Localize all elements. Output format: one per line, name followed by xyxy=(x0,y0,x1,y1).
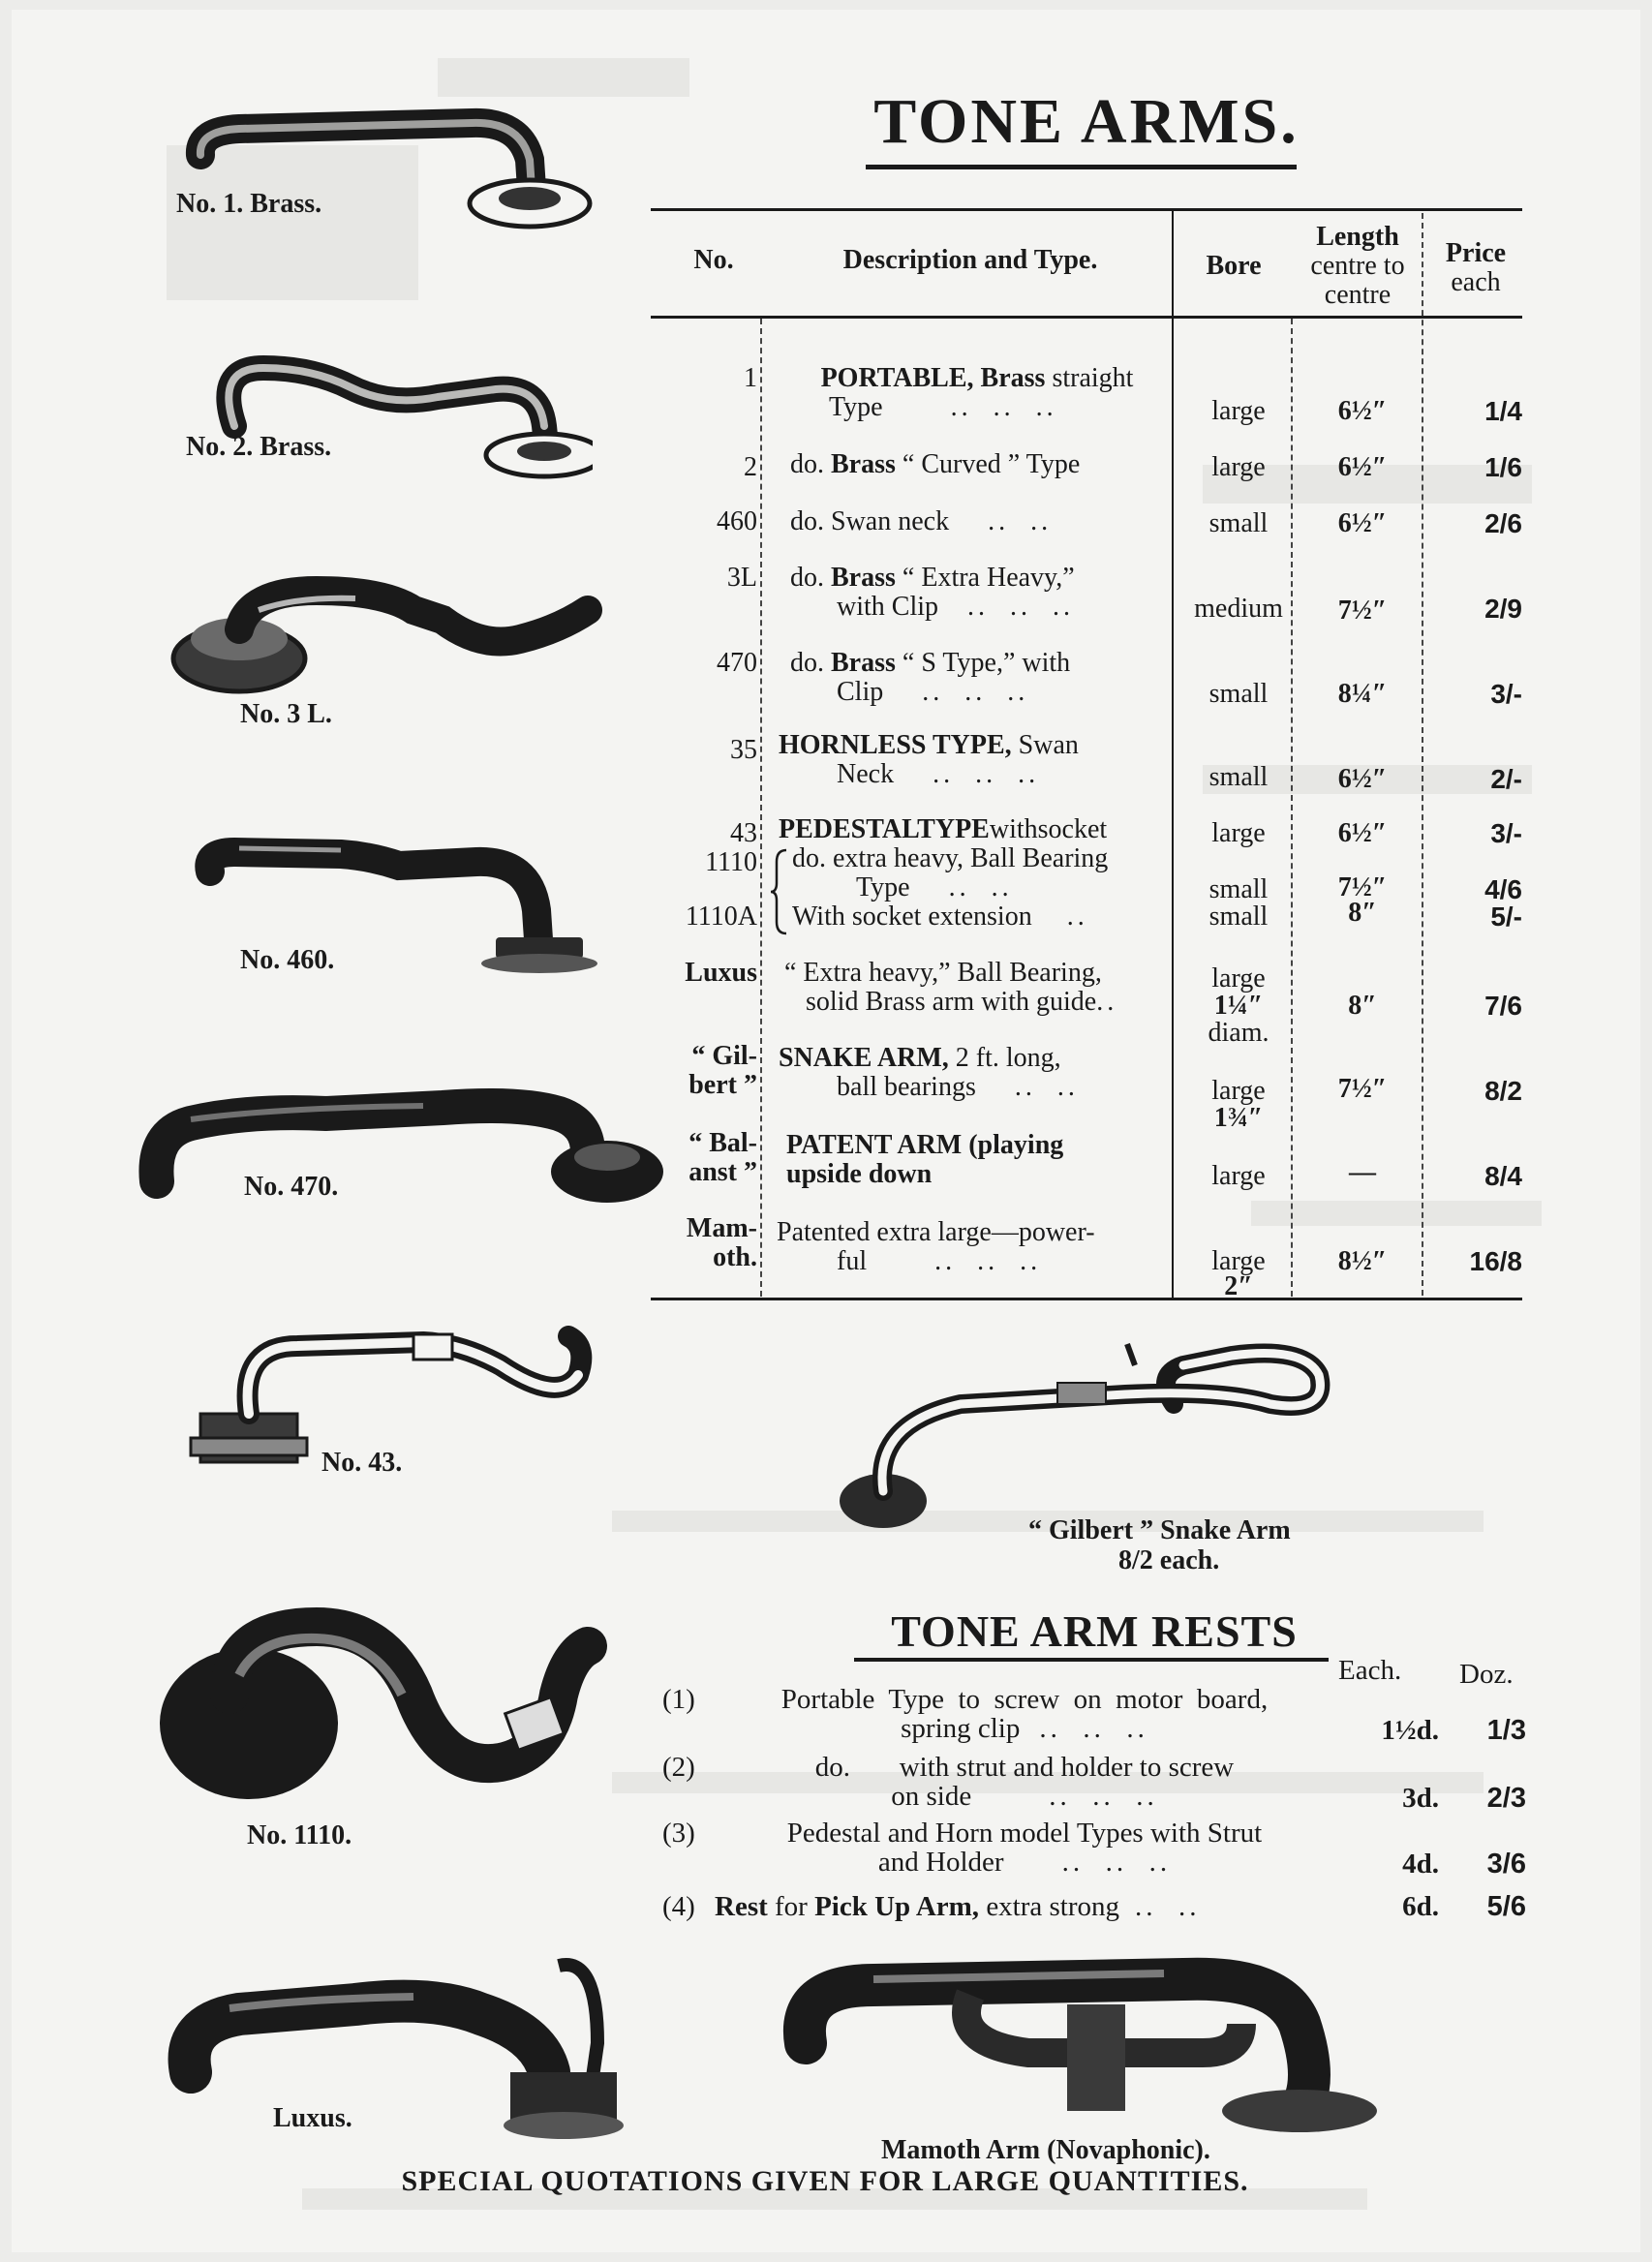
row-10-bore-l3: diam. xyxy=(1208,1018,1270,1048)
caption-no470: No. 470. xyxy=(244,1172,339,1202)
rest-3-num: (3) xyxy=(662,1818,695,1849)
rest-4-l1: Rest for Pick Up Arm, extra strong .. .. xyxy=(715,1891,1201,1922)
rests-col-doz: Doz. xyxy=(1459,1659,1514,1690)
row-3-desc: do. Swan neck .. .. xyxy=(790,506,1053,536)
caption-luxus: Luxus. xyxy=(273,2103,352,2133)
row-1-length: 6½″ xyxy=(1337,396,1388,426)
row-5-desc-rest: “ S Type,” with xyxy=(895,648,1071,678)
row-4-desc xyxy=(779,564,1176,593)
caption-gilbert-1: “ Gilbert ” Snake Arm xyxy=(1028,1515,1291,1545)
row-4-desc-clip: with Clip xyxy=(837,592,939,622)
row-12-desc-rest: (playing xyxy=(962,1130,1064,1160)
row-10-desc-l2: solid Brass arm with guide.. xyxy=(806,987,1118,1017)
row-13-no-l1: Mam- xyxy=(686,1213,757,1243)
row-4-bore: medium xyxy=(1194,594,1283,624)
caption-no1: No. 1. Brass. xyxy=(176,189,322,219)
row-13-desc-ful: ful xyxy=(837,1246,868,1276)
row-1-desc-bold: PORTABLE, Brass xyxy=(820,363,1046,393)
rest-1-clip: spring clip xyxy=(901,1713,1021,1744)
row-11-price: 8/2 xyxy=(1484,1076,1522,1106)
row-10-desc-arm: solid Brass arm with guide xyxy=(806,987,1097,1017)
row-4-no: 3L xyxy=(726,563,757,593)
row-12-price: 8/4 xyxy=(1484,1161,1522,1191)
table-vrule-price xyxy=(1422,213,1423,1296)
row-2-bore: large xyxy=(1211,452,1266,482)
row-13-bore: large xyxy=(1211,1246,1266,1276)
row-12-length: — xyxy=(1349,1157,1376,1187)
row-6-bore: small xyxy=(1208,762,1269,792)
row-4-desc-rest: “ Extra Heavy,” xyxy=(895,563,1075,593)
row-13-length: 8½″ xyxy=(1337,1246,1388,1276)
rest-1-num: (1) xyxy=(662,1684,695,1715)
row-2-price: 1/6 xyxy=(1484,452,1522,482)
rest-2-l1: do. with strut and holder to screw xyxy=(814,1752,1235,1783)
row-11-length: 7½″ xyxy=(1337,1074,1388,1104)
row-10-desc: “ Extra heavy,” Ball Bearing, xyxy=(784,958,1102,988)
rest-4-strong: extra strong xyxy=(979,1891,1120,1922)
caption-mamoth: Mamoth Arm (Novaphonic). xyxy=(881,2135,1210,2165)
row-7-price: 3/- xyxy=(1490,818,1522,848)
row-6-no: 35 xyxy=(730,735,757,765)
row-1-no: 1 xyxy=(744,363,757,393)
header-length-1: Length xyxy=(1316,222,1399,252)
row-4-desc-l2: with Clip .. .. .. xyxy=(837,592,1075,622)
row-6-desc-rest: Swan xyxy=(1011,730,1079,760)
rests-underline xyxy=(854,1658,1329,1662)
rest-2-side: on side xyxy=(891,1781,972,1812)
row-1-desc-l2: Type .. .. .. xyxy=(829,392,1057,422)
gilbert-snake-arm-image xyxy=(815,1336,1367,1530)
row-8-price: 4/6 xyxy=(1484,874,1522,904)
row-5-no: 470 xyxy=(717,648,757,678)
rest-3-holder: and Holder xyxy=(877,1847,1004,1878)
row-6-desc-l2: Neck .. .. .. xyxy=(837,759,1040,789)
row-4-price: 2/9 xyxy=(1484,594,1522,624)
caption-no2: No. 2. Brass. xyxy=(186,432,332,462)
row-1-desc xyxy=(779,364,1176,393)
row-9-no: 1110A xyxy=(685,902,757,932)
row-2-desc-bold: Brass xyxy=(831,449,896,479)
row-10-price: 7/6 xyxy=(1484,991,1522,1021)
header-length-3: centre xyxy=(1324,280,1392,310)
row-11-no-l2: bert ” xyxy=(688,1070,757,1100)
rest-2-doz: 2/3 xyxy=(1486,1783,1526,1814)
header-description: Description and Type. xyxy=(842,245,1098,275)
rests-col-each: Each. xyxy=(1338,1655,1402,1686)
row-12-bore: large xyxy=(1211,1161,1266,1191)
header-price-1: Price xyxy=(1445,238,1507,268)
row-5-price: 3/- xyxy=(1490,679,1522,709)
catalog-page xyxy=(12,10,1640,2252)
row-13-desc-l2: ful .. .. .. xyxy=(837,1246,1042,1276)
row-11-desc-rest: 2 ft. long, xyxy=(948,1043,1061,1073)
table-bottom-rule xyxy=(651,1298,1522,1300)
row-2-desc-rest: “ Curved ” Type xyxy=(895,449,1081,479)
row-7-desc xyxy=(779,815,1176,844)
row-8-no: 1110 xyxy=(705,847,757,877)
row-11-bore: large xyxy=(1211,1076,1266,1106)
row-10-bore: large xyxy=(1211,963,1266,993)
row-4-desc-do: do. xyxy=(790,563,831,593)
rest-4-for: for xyxy=(767,1891,815,1922)
rest-2-num: (2) xyxy=(662,1752,695,1783)
row-13-price: 16/8 xyxy=(1469,1246,1522,1276)
rest-3-l2: and Holder .. .. .. xyxy=(877,1847,1172,1878)
row-4-desc-bold: Brass xyxy=(831,563,896,593)
row-9-desc: With socket extension .. xyxy=(792,902,1088,932)
caption-no43: No. 43. xyxy=(321,1448,403,1478)
rest-1-l1: Portable Type to screw on motor board, xyxy=(780,1684,1269,1715)
row-11-no-l1: “ Gil- xyxy=(691,1041,757,1071)
row-7-no: 43 xyxy=(730,818,757,848)
table-top-rule xyxy=(651,208,1522,211)
row-5-desc-l2: Clip .. .. .. xyxy=(837,677,1029,707)
row-11-desc xyxy=(779,1044,1176,1073)
row-8-length: 7½″ xyxy=(1337,872,1388,902)
row-8-desc: do. extra heavy, Ball Bearing xyxy=(792,843,1109,873)
row-8-desc-l2: Type .. .. xyxy=(856,872,1013,902)
row-5-bore: small xyxy=(1208,679,1269,709)
rest-4-bold-rest: Rest xyxy=(715,1891,768,1922)
tone-arm-no3l-image xyxy=(162,562,627,707)
row-9-length: 8″ xyxy=(1348,898,1377,928)
row-5-desc-bold: Brass xyxy=(831,648,896,678)
row-6-desc-bold: HORNLESS TYPE, xyxy=(779,730,1012,760)
row-5-length: 8¼″ xyxy=(1337,679,1388,709)
row-7-desc-bold: PEDESTALTYPE xyxy=(779,814,990,844)
rest-2-l2: on side .. .. .. xyxy=(891,1781,1158,1812)
row-12-no-l1: “ Bal- xyxy=(688,1128,757,1158)
footer-note: SPECIAL QUOTATIONS GIVEN FOR LARGE QUANTITIES. xyxy=(401,2165,1249,2197)
caption-no460: No. 460. xyxy=(240,945,335,975)
rest-1-l2: spring clip .. .. .. xyxy=(901,1713,1148,1744)
row-9-price: 5/- xyxy=(1490,902,1522,932)
header-no: No. xyxy=(693,245,734,275)
tone-arm-luxus-image xyxy=(162,1927,646,2150)
row-10-no: Luxus xyxy=(685,958,757,988)
rest-3-each: 4d. xyxy=(1402,1849,1439,1880)
row-12-no-l2: anst ” xyxy=(688,1157,757,1187)
row-11-bore-l2: 1¾″ xyxy=(1213,1103,1264,1133)
row-1-desc-type: Type xyxy=(829,392,883,422)
row-1-price: 1/4 xyxy=(1484,396,1522,426)
row-2-desc-do: do. xyxy=(790,449,831,479)
rest-4-each: 6d. xyxy=(1402,1891,1439,1922)
row-7-length: 6½″ xyxy=(1337,818,1388,848)
rest-3-l1: Pedestal and Horn model Types with Strut xyxy=(786,1818,1263,1849)
row-1-bore: large xyxy=(1211,396,1266,426)
row-2-length: 6½″ xyxy=(1337,452,1388,482)
header-length-2: centre to xyxy=(1310,251,1405,281)
rest-3-doz: 3/6 xyxy=(1486,1849,1526,1880)
row-10-bore-l2: 1¼″ xyxy=(1213,991,1264,1021)
row-1-desc-rest: straight xyxy=(1045,363,1134,393)
table-vrule-no xyxy=(760,319,762,1297)
rest-1-doz: 1/3 xyxy=(1486,1715,1526,1746)
row-5-desc-do: do. xyxy=(790,648,831,678)
row-11-desc-bearings: ball bearings xyxy=(837,1072,976,1102)
rest-4-doz: 5/6 xyxy=(1486,1891,1526,1922)
row-2-no: 2 xyxy=(744,452,757,482)
row-3-bore: small xyxy=(1208,508,1269,538)
rest-4-num: (4) xyxy=(662,1891,695,1922)
row-3-length: 6½″ xyxy=(1337,508,1388,538)
row-3-price: 2/6 xyxy=(1484,508,1522,538)
row-3-desc-text: do. Swan neck xyxy=(790,506,950,536)
row-9-bore: small xyxy=(1208,902,1269,932)
row-6-desc xyxy=(779,731,1176,760)
rest-4-bold-pickup: Pick Up Arm, xyxy=(814,1891,980,1922)
row-7-bore: large xyxy=(1211,818,1266,848)
title-underline xyxy=(866,165,1297,169)
rest-2-each: 3d. xyxy=(1402,1783,1439,1814)
tone-arm-no1110-image xyxy=(142,1598,656,1830)
row-9-desc-text: With socket extension xyxy=(792,902,1032,932)
caption-no1110: No. 1110. xyxy=(247,1820,352,1850)
header-price-2: each xyxy=(1451,267,1501,297)
row-11-desc-bold: SNAKE ARM, xyxy=(779,1043,949,1073)
row-8-desc-type: Type xyxy=(856,872,910,902)
row-12-desc xyxy=(786,1131,1183,1160)
row-12-desc-l2: upside down xyxy=(786,1159,933,1189)
header-bore: Bore xyxy=(1206,251,1262,281)
table-header-rule xyxy=(651,316,1522,319)
row-13-desc: Patented extra large—power- xyxy=(777,1217,1095,1247)
row-6-desc-neck: Neck xyxy=(837,759,895,789)
rests-title: TONE ARM RESTS xyxy=(891,1606,1298,1656)
mamoth-arm-image xyxy=(777,1946,1396,2140)
row-2-desc xyxy=(779,450,1176,479)
page-title: TONE ARMS. xyxy=(873,86,1300,157)
rest-1-each: 1½d. xyxy=(1381,1715,1439,1746)
row-11-desc-l2: ball bearings .. .. xyxy=(837,1072,1079,1102)
row-5-desc xyxy=(779,649,1176,678)
row-7-desc-rest: withsocket xyxy=(989,814,1108,844)
row-6-length: 6½″ xyxy=(1337,764,1388,794)
row-8-bore: small xyxy=(1208,874,1269,904)
caption-no3l: No. 3 L. xyxy=(240,699,332,729)
row-13-no-l2: oth. xyxy=(713,1242,757,1272)
row-4-length: 7½″ xyxy=(1337,596,1388,626)
row-13-bore-l2: 2″ xyxy=(1224,1271,1253,1301)
row-10-length: 8″ xyxy=(1348,991,1377,1021)
row-12-desc-bold: PATENT ARM xyxy=(786,1130,963,1160)
row-6-price: 2/- xyxy=(1490,764,1522,794)
row-3-no: 460 xyxy=(717,506,757,536)
caption-gilbert-2: 8/2 each. xyxy=(1118,1545,1220,1575)
tone-arm-no470-image xyxy=(133,1026,665,1220)
row-5-desc-clip: Clip xyxy=(837,677,884,707)
